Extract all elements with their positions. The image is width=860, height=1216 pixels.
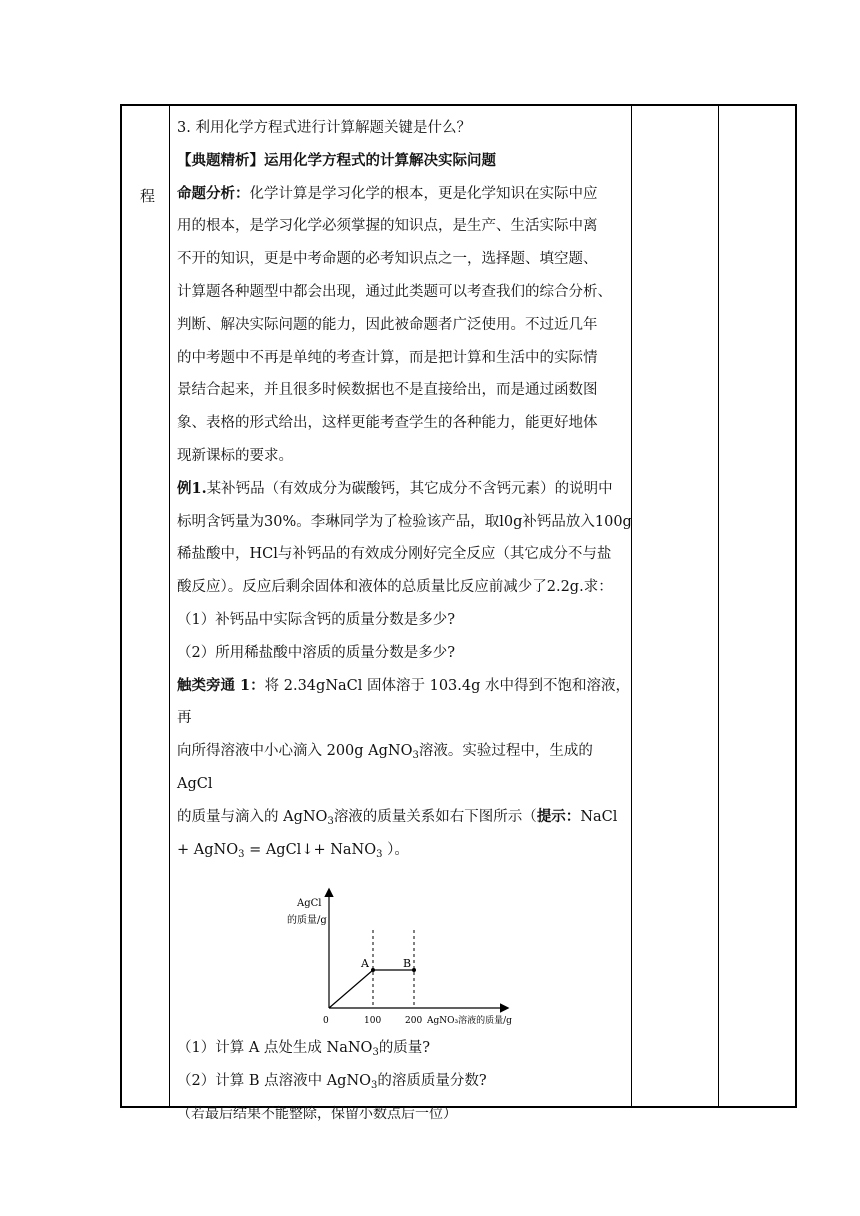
point-a-label: A <box>361 957 369 971</box>
analysis-line: 景结合起来，并且很多时候数据也不是直接给出，而是通过函数图 <box>177 382 598 399</box>
point-b-marker <box>412 968 416 972</box>
analysis-line: 不开的知识，更是中考命题的必考知识点之一，选择题、填空题、 <box>177 251 598 268</box>
section-title: 运用化学方程式的计算解决实际问题 <box>264 151 496 169</box>
process-label: 程 <box>140 187 156 205</box>
lesson-table <box>120 104 797 1122</box>
y-axis-label: 的质量/g <box>287 915 327 927</box>
transfer-1-line: 向所得溶液中小心滴入 200g AgNO$_3$溶液。实验过程中，生成的 AgCl <box>177 743 593 792</box>
transfer-1-question-2: （2）计算 B 点溶液中 AgNO$_3$的溶质质量分数? <box>177 1073 487 1092</box>
agcl-mass-graph <box>273 886 543 1026</box>
x-tick-200: 200 <box>405 1016 423 1027</box>
example-1-question-2: （2）所用稀盐酸中溶质的质量分数是多少? <box>177 644 455 661</box>
analysis-line: 象、表格的形式给出，这样更能考查学生的各种能力，能更好地体 <box>177 415 598 432</box>
lesson-content <box>177 112 632 1131</box>
example-1-line: 稀盐酸中，HCl与补钙品的有效成分刚好完全反应（其它成分不与盐 <box>177 546 612 563</box>
question-3: 3. 利用化学方程式进行计算解题关键是什么？ <box>177 120 471 136</box>
column-divider <box>169 106 170 1106</box>
example-1-question-1: （1）补钙品中实际含钙的质量分数是多少? <box>177 611 455 628</box>
analysis-line: 的中考题中不再是单纯的考查计算，而是把计算和生活中的实际情 <box>177 349 598 366</box>
analysis-line: 现新课标的要求。 <box>177 447 293 464</box>
transfer-1-line: 的质量与滴入的 AgNO$_3$溶液的质量关系如右下图所示（提示：NaCl <box>177 807 618 827</box>
x-axis-label: AgNO₃溶液的质量/g <box>427 1016 512 1027</box>
example-1-line: 标明含钙量为30%。李琳同学为了检验该产品，取l0g补钙品放入100g <box>177 513 632 530</box>
example-1-line: 酸反应）。反应后剩余固体和液体的总质量比反应前减少了2.2g.求： <box>177 579 613 596</box>
hint-label: 提示： <box>536 807 581 825</box>
agcl-curve <box>329 970 414 1008</box>
column-divider <box>718 106 719 1106</box>
y-axis-label: AgCl <box>297 898 322 910</box>
transfer-1-line: 触类旁通 1：将 2.34gNaCl 固体溶于 103.4g 水中得到不饱和溶液，再 <box>177 676 630 727</box>
transfer-1-question-1: （1）计算 A 点处生成 NaNO$_3$的质量? <box>177 1040 431 1059</box>
point-a-marker <box>371 968 375 972</box>
x-tick-100: 100 <box>364 1016 382 1027</box>
origin-label: 0 <box>323 1016 329 1027</box>
analysis-line: 判断、解决实际问题的能力，因此被命题者广泛使用。不过近几年 <box>177 316 598 333</box>
example-1-label: 例1. <box>177 479 207 497</box>
analysis-label: 命题分析： <box>177 184 250 202</box>
section-label: 【典题精析】 <box>177 151 264 169</box>
analysis-line: 命题分析：化学计算是学习化学的根本，更是化学知识在实际中应 <box>177 184 598 202</box>
analysis-line: 计算题各种题型中都会出现，通过此类题可以考查我们的综合分析、 <box>177 283 612 300</box>
rounding-note: （若最后结果不能整除，保留小数点后一位） <box>177 1105 457 1122</box>
section-heading <box>177 145 632 178</box>
transfer-1-equation: + AgNO$_3$ = AgCl↓+ NaNO$_3$ ）。 <box>177 841 409 860</box>
point-b-label: B <box>403 957 412 971</box>
analysis-line: 用的根本，是学习化学必须掌握的知识点，是生产、生活实际中离 <box>177 218 598 235</box>
transfer-1-label: 触类旁通 1： <box>177 676 265 694</box>
example-1-line: 例1.某补钙品（有效成分为碳酸钙，其它成分不含钙元素）的说明中 <box>177 479 613 497</box>
